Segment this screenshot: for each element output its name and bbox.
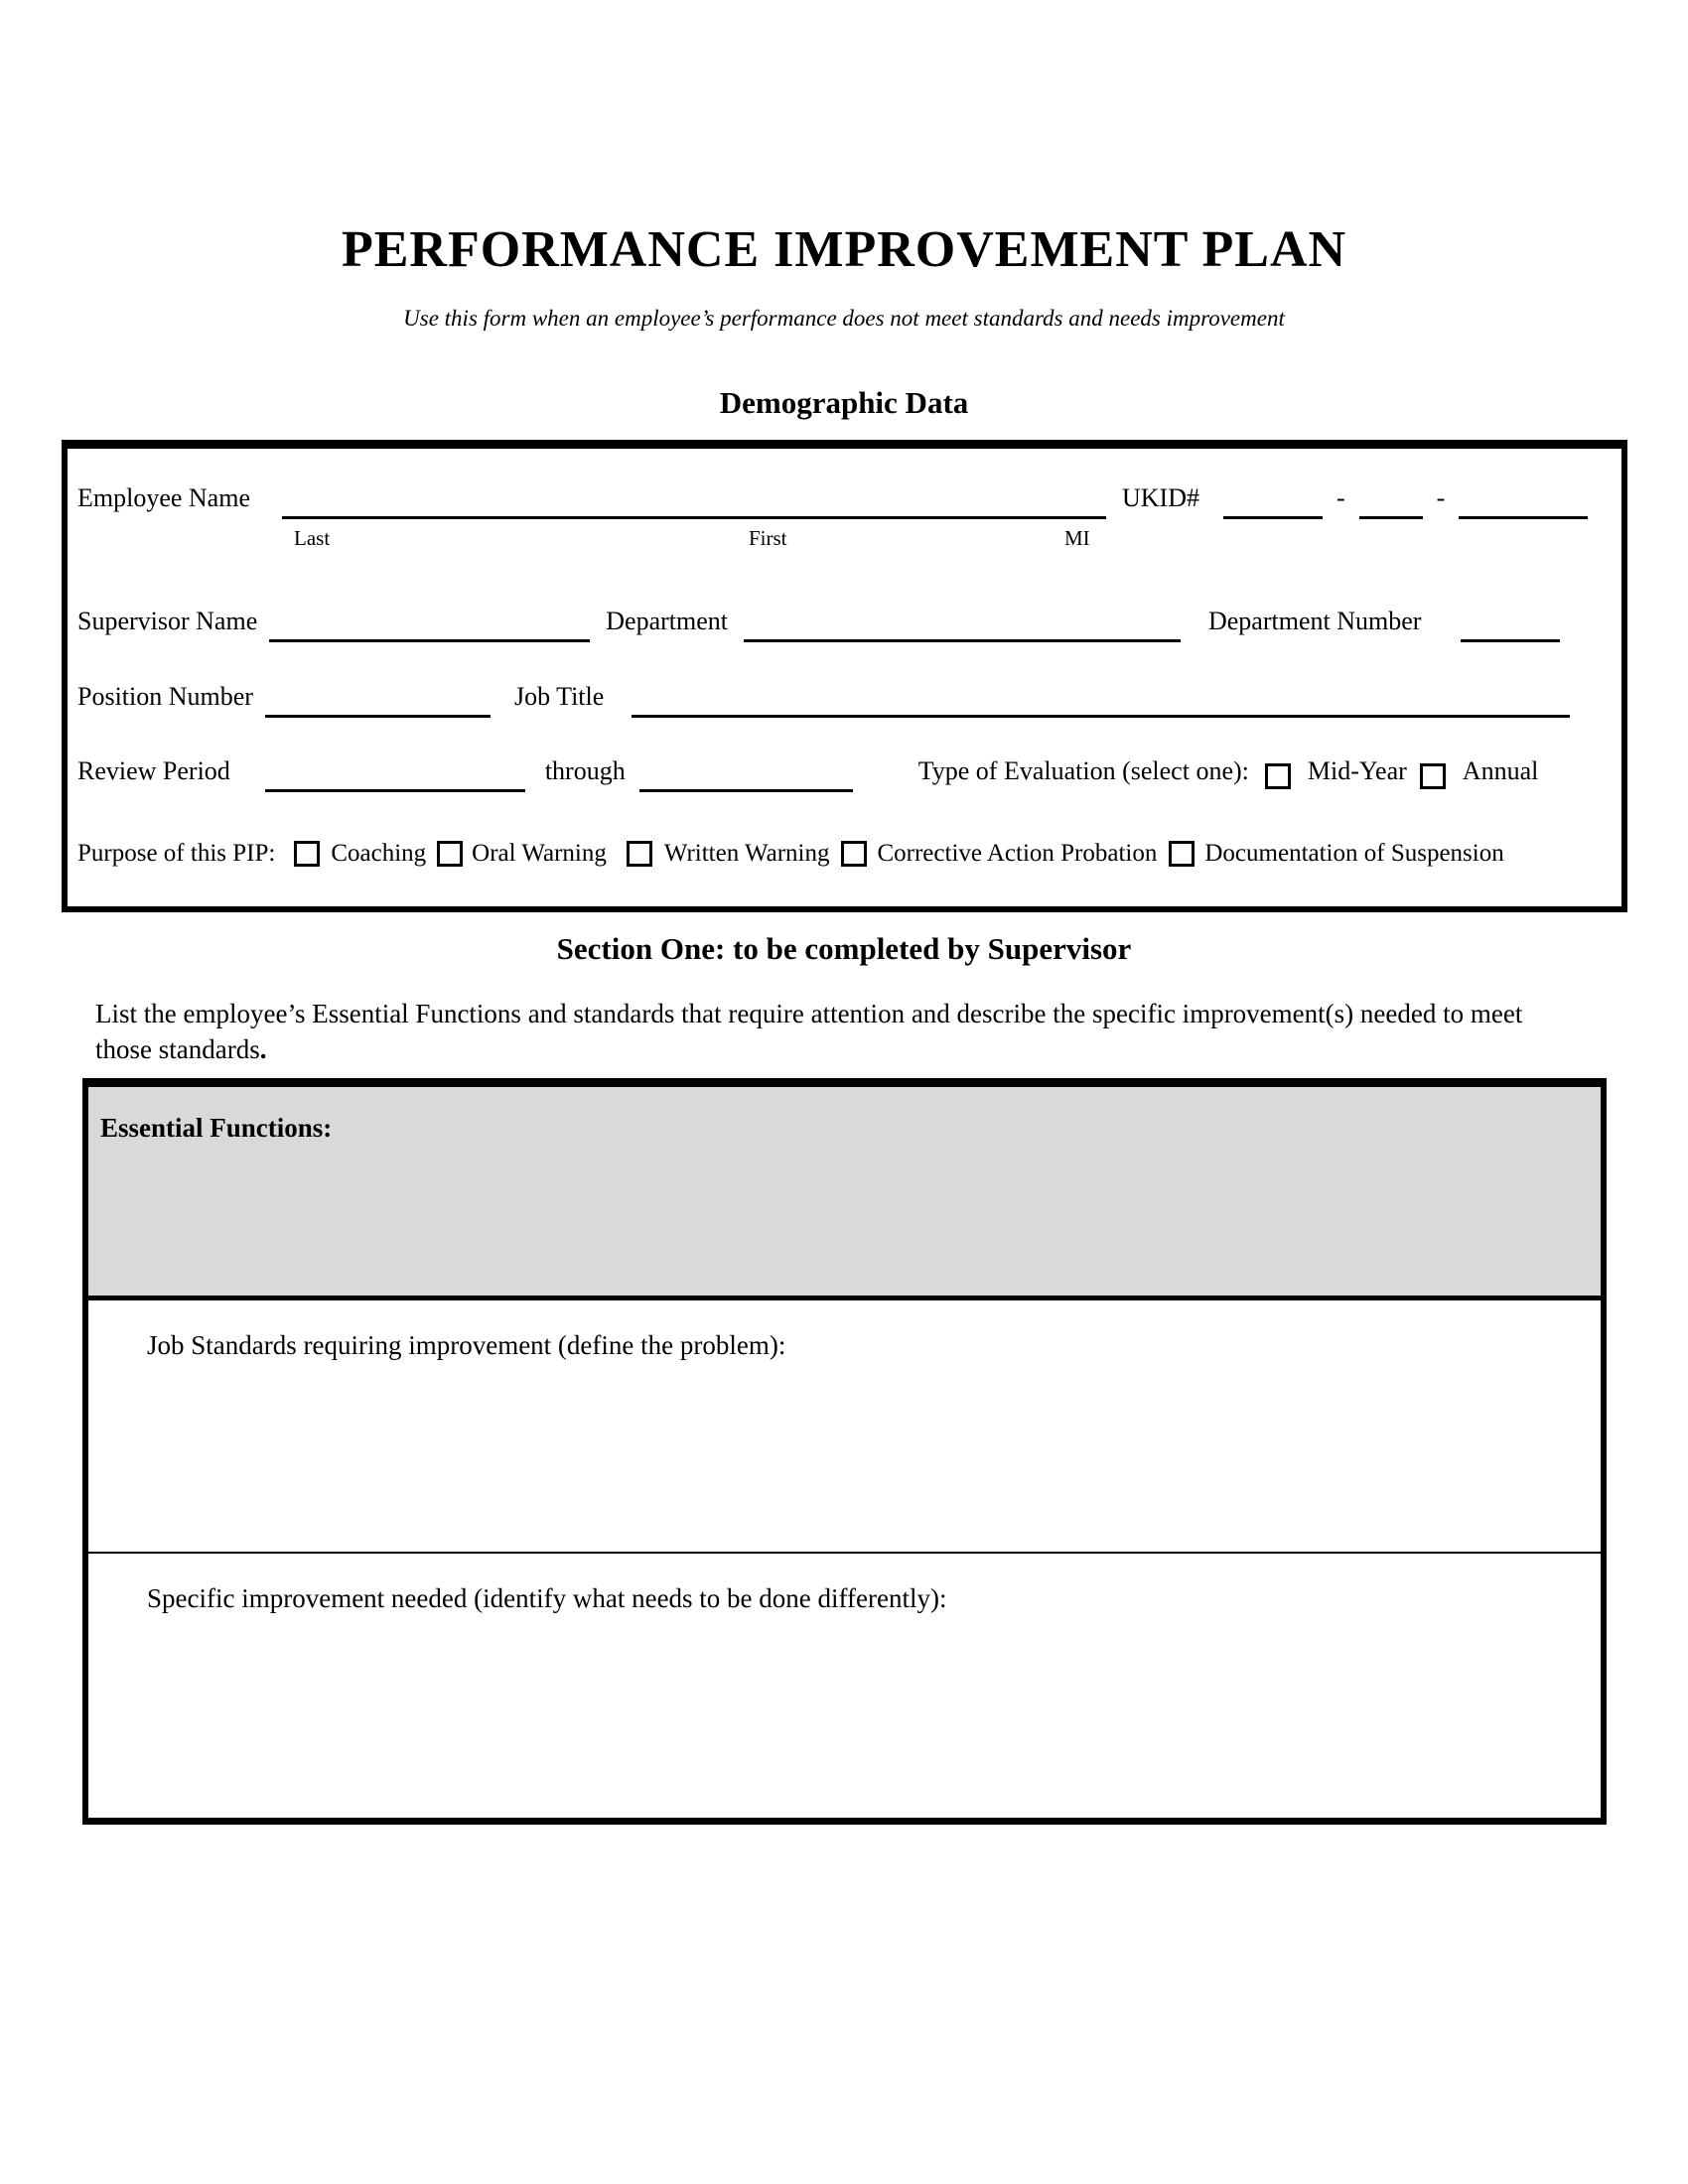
job-standards-area[interactable] xyxy=(88,1300,1601,1554)
department-number-label: Department Number xyxy=(1207,607,1422,635)
documentation-of-suspension-label: Documentation of Suspension xyxy=(1204,840,1504,867)
section-one-instructions-text: List the employee’s Essential Functions and standards that require attention and describe the specific improvement(s) needed to meet those standards xyxy=(95,999,1523,1064)
demographic-data-heading: Demographic Data xyxy=(719,385,969,420)
employee-name-label: Employee Name xyxy=(77,483,250,512)
position-number-label: Position Number xyxy=(77,682,253,711)
documentation-of-suspension-checkbox[interactable] xyxy=(1169,841,1195,867)
corrective-action-probation-label: Corrective Action Probation xyxy=(877,840,1158,867)
review-period-label: Review Period xyxy=(77,756,230,785)
specific-improvement-area[interactable] xyxy=(88,1554,1601,1818)
annual-label: Annual xyxy=(1462,756,1539,785)
department-label: Department xyxy=(606,607,728,635)
written-warning-checkbox[interactable] xyxy=(627,841,652,867)
oral-warning-label: Oral Warning xyxy=(472,840,607,867)
ukid-part1-field[interactable] xyxy=(1223,486,1323,519)
oral-warning-checkbox[interactable] xyxy=(437,841,463,867)
review-period-row xyxy=(77,747,1612,792)
employee-name-row xyxy=(77,474,1612,519)
corrective-action-probation-checkbox[interactable] xyxy=(841,841,867,867)
purpose-row xyxy=(77,836,1612,872)
mid-year-checkbox[interactable] xyxy=(1265,763,1291,789)
middle-initial-sublabel: MI xyxy=(1064,526,1090,550)
coaching-label: Coaching xyxy=(331,840,427,867)
demographic-data-box xyxy=(62,440,1627,912)
last-name-sublabel: Last xyxy=(294,526,331,550)
written-warning-label: Written Warning xyxy=(663,840,830,867)
through-label: through xyxy=(544,756,626,785)
ukid-label: UKID# xyxy=(1122,483,1199,512)
section-one-box xyxy=(82,1078,1607,1825)
ukid-dash-2: - xyxy=(1436,483,1446,512)
ukid-dash-1: - xyxy=(1336,483,1345,512)
supervisor-name-label: Supervisor Name xyxy=(77,607,258,635)
evaluation-type-label: Type of Evaluation (select one): xyxy=(917,756,1249,785)
page-title: PERFORMANCE IMPROVEMENT PLAN xyxy=(341,221,1347,278)
job-title-label: Job Title xyxy=(513,682,605,711)
ukid-part2-field[interactable] xyxy=(1359,486,1423,519)
page-subtitle: Use this form when an employee’s performance does not meet standards and needs improvement xyxy=(403,306,1285,331)
essential-functions-label: Essential Functions: xyxy=(100,1113,333,1143)
department-field[interactable] xyxy=(744,610,1181,642)
annual-checkbox[interactable] xyxy=(1420,763,1446,789)
department-number-field[interactable] xyxy=(1461,610,1560,642)
position-number-field[interactable] xyxy=(265,685,491,718)
section-one-instructions-period: . xyxy=(259,1034,267,1064)
supervisor-name-field[interactable] xyxy=(269,610,590,642)
first-name-sublabel: First xyxy=(749,526,787,550)
specific-improvement-label: Specific improvement needed (identify what needs to be done differently): xyxy=(147,1583,947,1613)
employee-name-field[interactable] xyxy=(282,486,1106,519)
employee-name-sublabels xyxy=(280,526,1104,556)
job-standards-label: Job Standards requiring improvement (define the problem): xyxy=(147,1330,786,1360)
coaching-checkbox[interactable] xyxy=(294,841,320,867)
ukid-part3-field[interactable] xyxy=(1459,486,1588,519)
position-row xyxy=(77,672,1612,718)
mid-year-label: Mid-Year xyxy=(1307,756,1407,785)
section-one-instructions xyxy=(95,996,1565,1067)
review-period-end-field[interactable] xyxy=(639,759,853,792)
supervisor-row xyxy=(77,597,1612,642)
purpose-label: Purpose of this PIP: xyxy=(77,840,276,867)
job-title-field[interactable] xyxy=(632,685,1570,718)
review-period-start-field[interactable] xyxy=(265,759,525,792)
section-one-heading: Section One: to be completed by Supervisor xyxy=(556,931,1132,966)
essential-functions-area[interactable] xyxy=(88,1087,1601,1300)
